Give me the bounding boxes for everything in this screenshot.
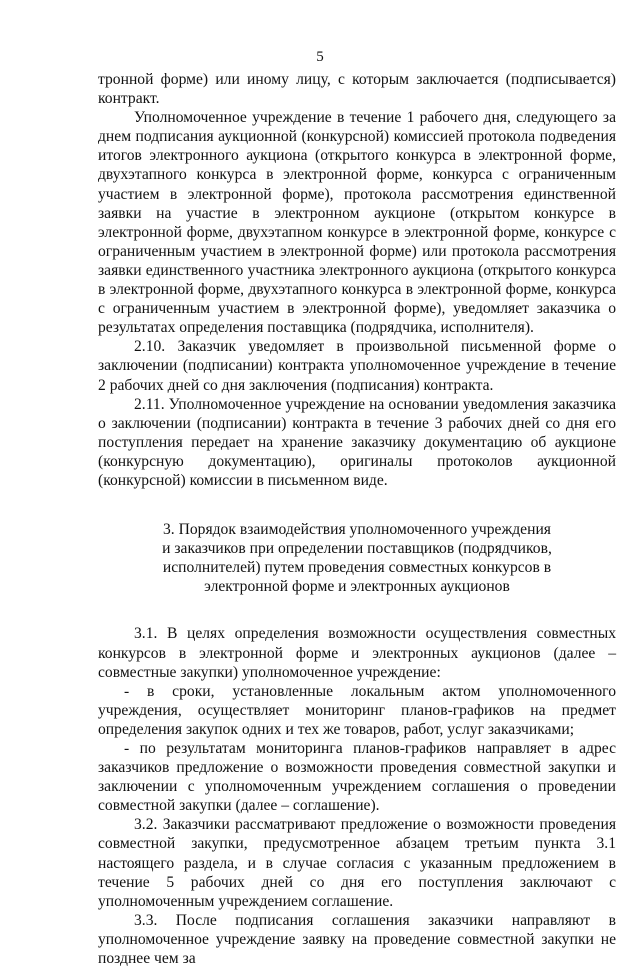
paragraph-notification: Уполномоченное учреждение в течение 1 рабочего дня, следующего за днем подписания аукционной (конкурсной) комиссией протокола подведения итогов электронного аукциона (открытого конкурса в электронной форме, двухэтапного конкурса в электронной форме, конкурса с ограниченным участием в электронной форме), протокола рассмотрения единственной заявки на участие в электронном аукционе (открытом конкурсе в электронной форме, двухэтапном конкурсе в электронной форме, конкурсе с ограниченным участием в электронной форме) или протокола рассмотрения заявки единственного участника электронного аукциона (открытого конкурса в электронной форме, двухэтапного конкурса в электронной форме, конкурса с ограниченным участием в электронной форме), уведомляет заказчика о результатах определения поставщика (подрядчика, исполнителя). bbox=[98, 109, 616, 337]
paragraph-2-11: 2.11. Уполномоченное учреждение на основании уведомления заказчика о заключении (подписании) контракта в течение 3 рабочих дней со дня его поступления передает на хранение заказчику документацию об аукционе (конкурсную документацию), оригиналы протоколов аукционной (конкурсной) комиссии в письменном виде. bbox=[98, 395, 616, 489]
paragraph-3-3: 3.3. После подписания соглашения заказчики направляют в уполномоченное учреждение заявку на проведение совместной закупки не позднее чем за bbox=[98, 911, 616, 968]
section-heading-line: электронной форме и электронных аукционов bbox=[204, 578, 510, 596]
document-body bbox=[98, 70, 616, 968]
section-heading-line: и заказчиков при определении поставщиков (подрядчиков, bbox=[162, 540, 552, 558]
paragraph-3-2: 3.2. Заказчики рассматривают предложение о возможности проведения совместной закупки, предусмотренное абзацем третьим пункта 3.1 настоящего раздела, и в случае согласия с указанным предложением в течение 5 рабочих дней со дня его поступления заключают с уполномоченным учреждением соглашение. bbox=[98, 816, 616, 910]
page-number: 5 bbox=[316, 49, 324, 65]
section-heading-line: 3. Порядок взаимодействия уполномоченного учреждения bbox=[163, 521, 551, 539]
paragraph-continuation: тронной форме) или иному лицу, с которым заключается (подписывается) контракт. bbox=[98, 71, 616, 108]
paragraph-3-1: 3.1. В целях определения возможности осуществления совместных конкурсов в электронной форме и электронных аукционов (далее – совместные закупки) уполномоченное учреждение: bbox=[98, 625, 616, 681]
section-heading-line: исполнителей) путем проведения совместных конкурсов в bbox=[162, 559, 552, 577]
paragraph-3-1-item-1: - в сроки, установленные локальным актом уполномоченного учреждения, осуществляет мониторинг планов-графиков на предмет определения закупок одних и тех же товаров, работ, услуг заказчиками; bbox=[98, 682, 616, 738]
section-heading-3 bbox=[98, 520, 616, 596]
paragraph-2-10: 2.10. Заказчик уведомляет в произвольной письменной форме о заключении (подписании) контракта уполномоченное учреждение в течение 2 рабочих дней со дня заключения (подписания) контракта. bbox=[98, 338, 616, 394]
paragraph-3-1-item-2: - по результатам мониторинга планов-графиков направляет в адрес заказчиков предложение о возможности проведения совместной закупки и заключении с уполномоченным учреждением соглашения о проведении совместной закупки (далее – соглашение). bbox=[98, 740, 616, 815]
